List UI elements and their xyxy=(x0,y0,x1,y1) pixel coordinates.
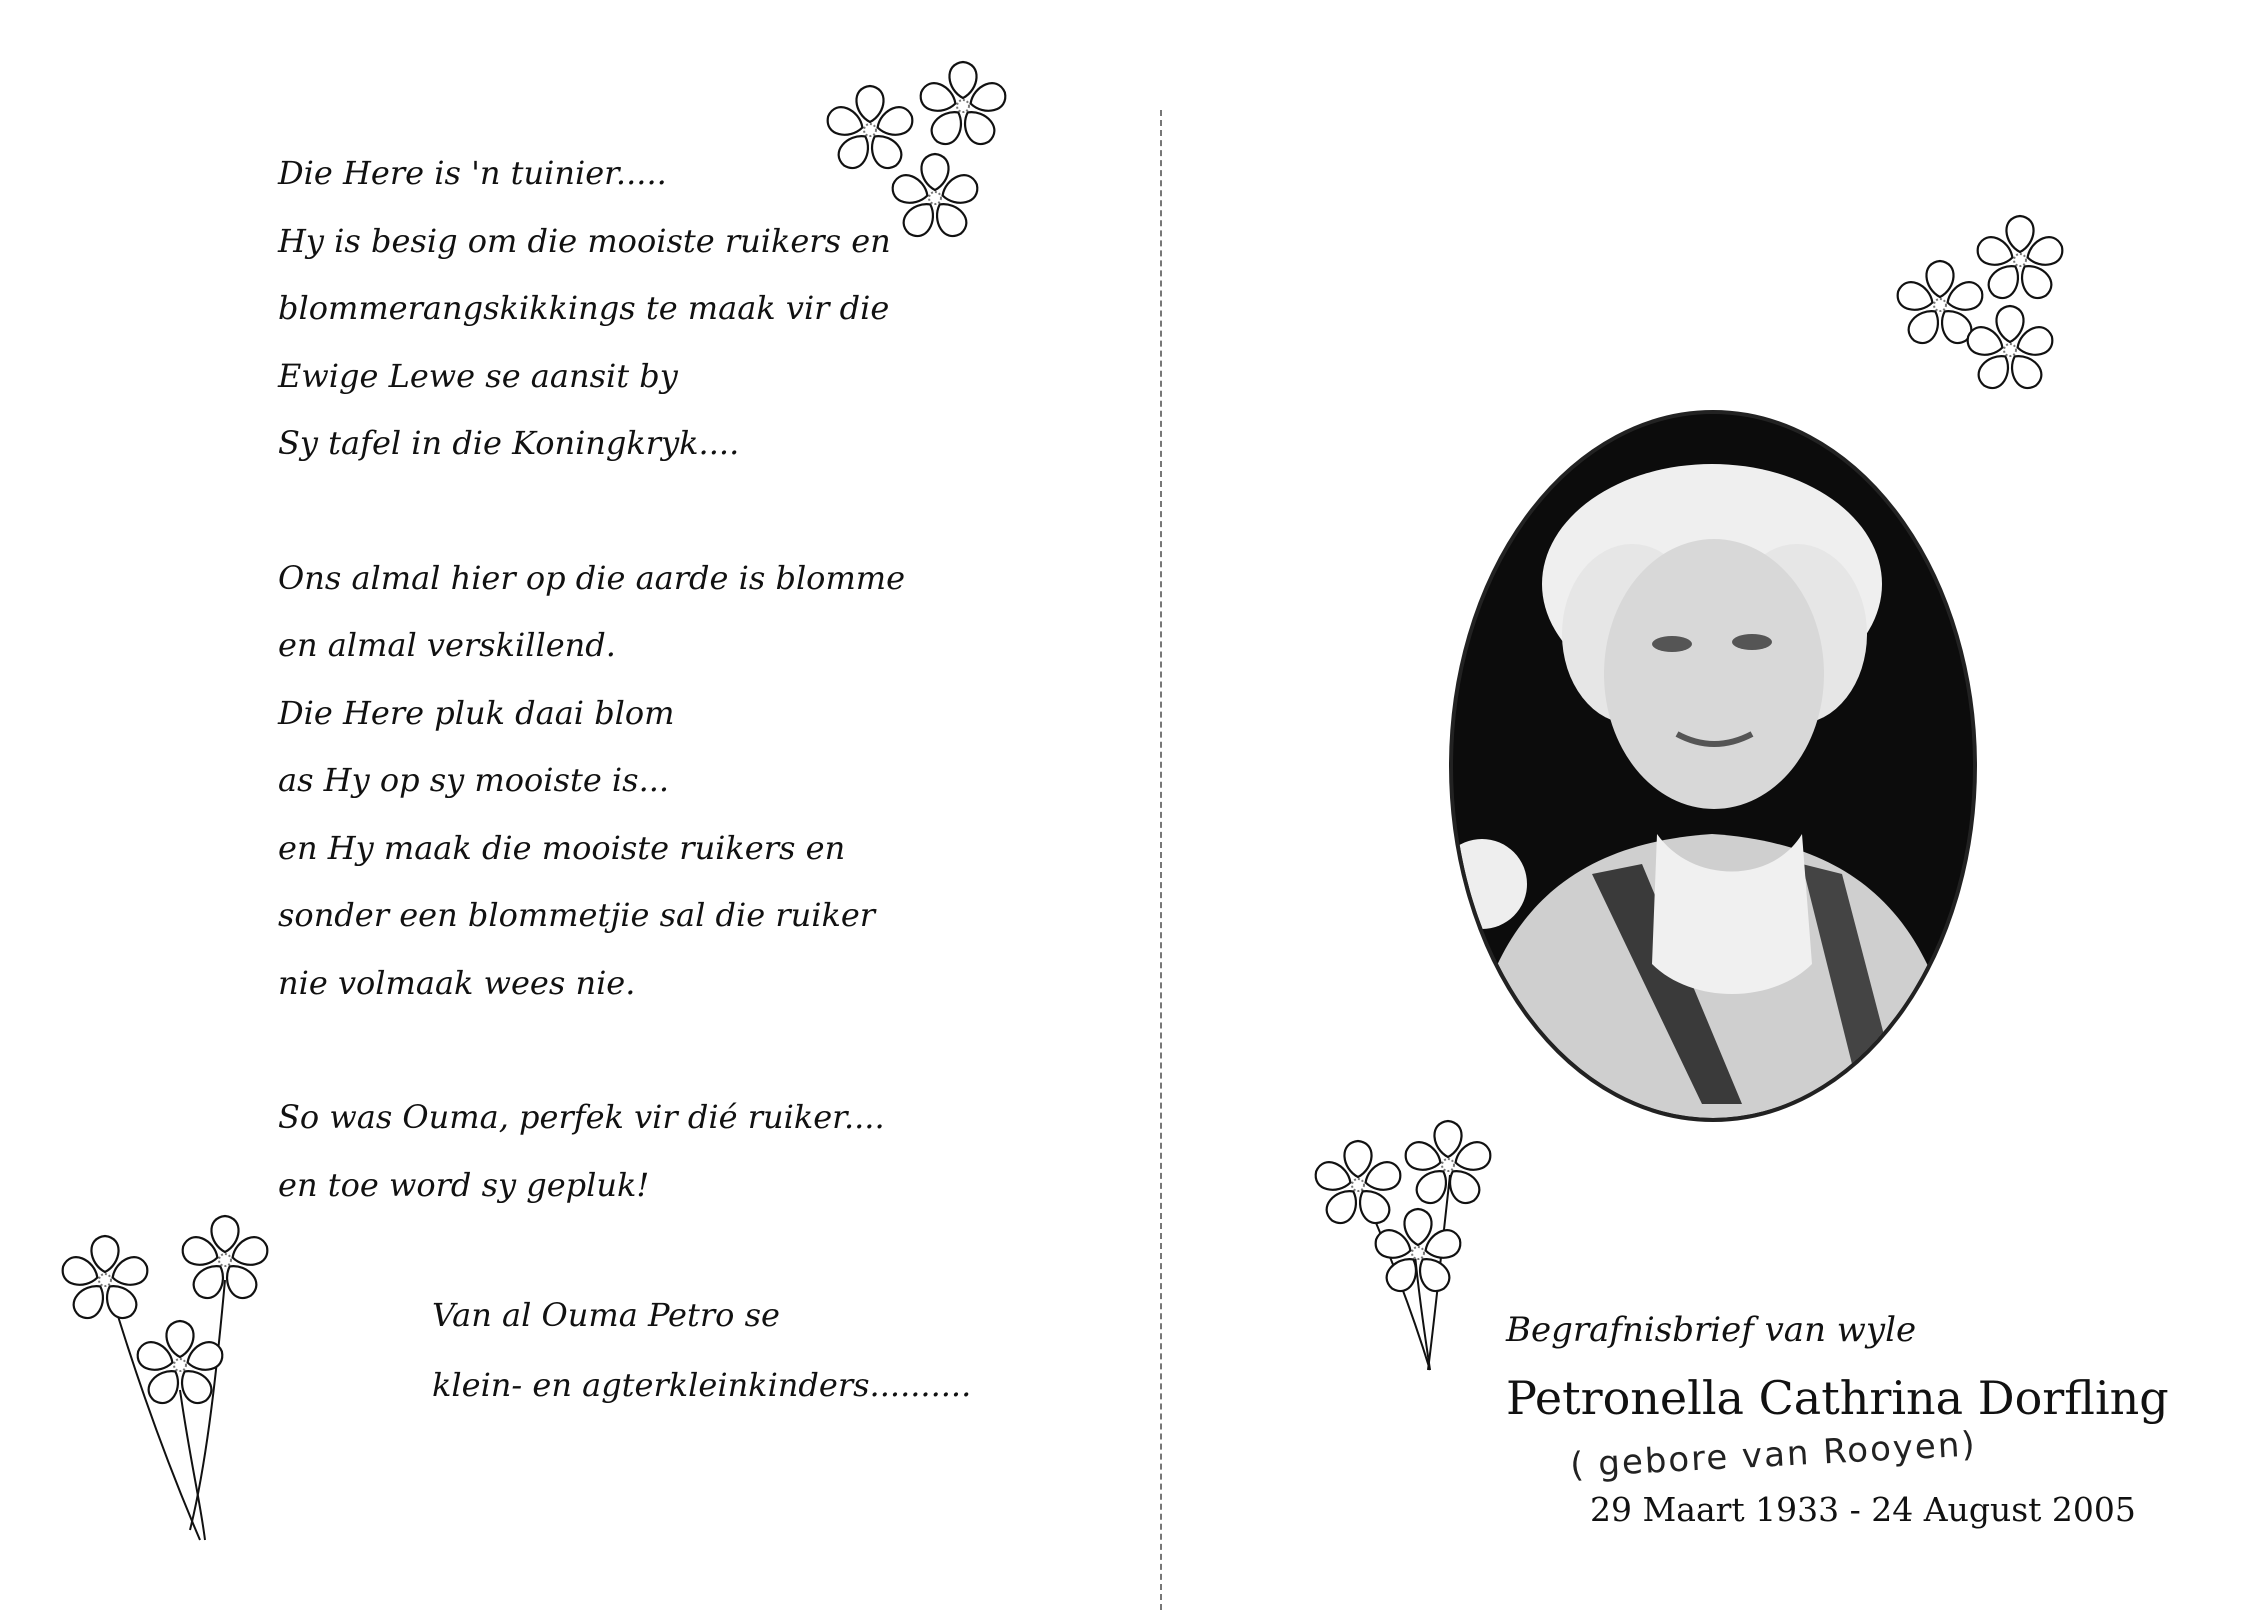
poem-line: nie volmaak wees nie. xyxy=(278,963,636,1002)
poem-line: en toe word sy gepluk! xyxy=(278,1165,650,1204)
poem-line: Sy tafel in die Koningkryk.... xyxy=(278,424,740,462)
poem-line: sonder een blommetjie sal die ruiker xyxy=(278,896,876,934)
poem-line: Hy is besig om die mooiste ruikers en xyxy=(278,221,891,260)
poem-line: Die Here pluk daai blom xyxy=(278,693,675,732)
poem-line: Ewige Lewe se aansit by xyxy=(278,356,678,395)
flower-icon xyxy=(1300,1105,1530,1375)
deceased-name: Petronella Cathrina Dorfling xyxy=(1506,1371,2169,1425)
poem-stanza-3 xyxy=(278,1084,978,1219)
flower-icon xyxy=(1880,200,2090,420)
poem-line: as Hy op sy mooiste is... xyxy=(278,761,670,799)
poem-line: Ons almal hier op die aarde is blomme xyxy=(278,558,906,597)
life-dates: 29 Maart 1933 - 24 August 2005 xyxy=(1590,1490,2136,1529)
poem-line: en Hy maak die mooiste ruikers en xyxy=(278,828,846,867)
handwritten-note: ( gebore van Rooyen) xyxy=(1569,1424,1978,1486)
poem-line: Die Here is 'n tuinier..... xyxy=(278,154,667,192)
portrait-photo xyxy=(1442,404,1984,1128)
signoff-line: klein- en agterkleinkinders.......... xyxy=(432,1366,972,1404)
cover-intro: Begrafnisbrief van wyle xyxy=(1506,1310,1917,1350)
poem-line: blommerangskikkings te maak vir die xyxy=(278,289,890,327)
poem-line: So was Ouma, perfek vir dié ruiker.... xyxy=(278,1098,885,1136)
signoff xyxy=(432,1280,971,1420)
signoff-line: Van al Ouma Petro se xyxy=(432,1296,780,1334)
poem-line: en almal verskillend. xyxy=(278,626,616,664)
poem xyxy=(278,140,978,1286)
cover-caption xyxy=(1506,1305,2226,1433)
flower-icon xyxy=(30,1170,320,1550)
poem-stanza-1 xyxy=(278,140,978,478)
poem-stanza-2 xyxy=(278,545,978,1018)
